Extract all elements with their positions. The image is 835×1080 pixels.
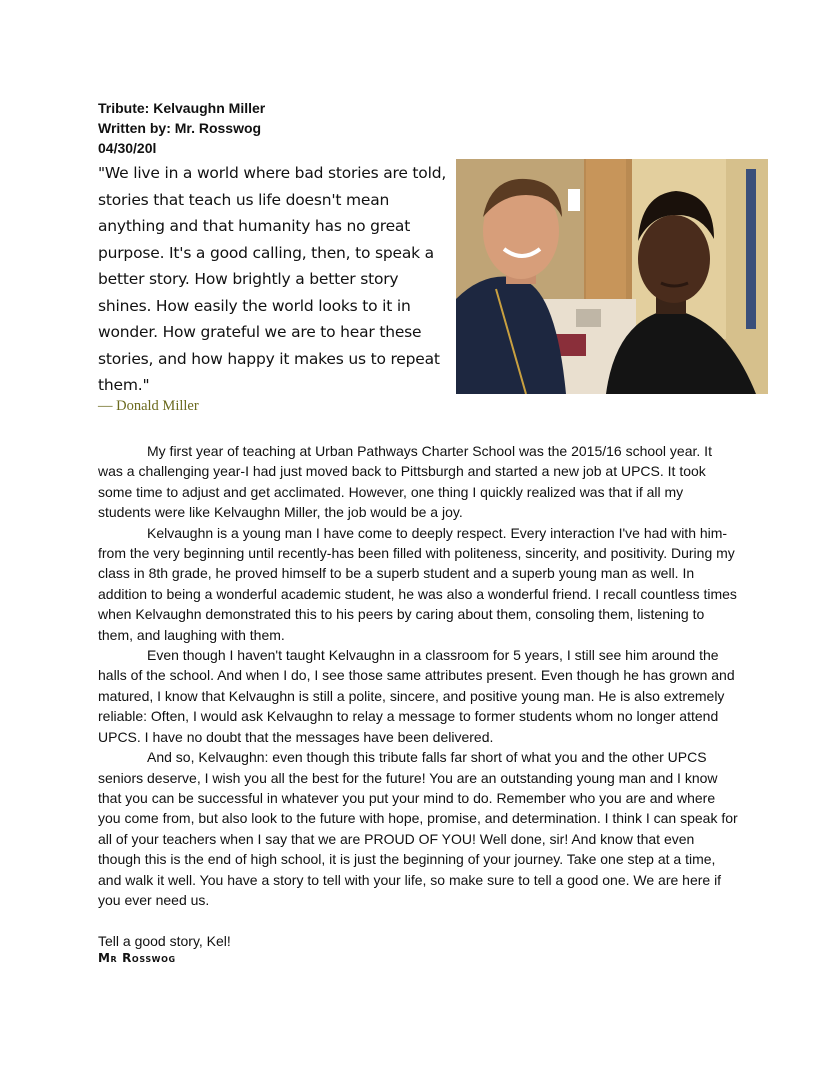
tribute-title: Tribute: Kelvaughn Miller [98, 100, 266, 116]
body-paragraph: Kelvaughn is a young man I have come to deeply respect. Every interaction I've had with him-from the very beginning until recently-has been filled with politeness, sincerity, and positivity. During my class in 8th grade, he proved himself to be a superb student and a superb young man as well. In addition to being a wonderful academic student, he was also a wonderful friend. I recall countless times when Kelvaughn demonstrated this to his peers by caring about them, consoling them, listening to them, and laughing with them. [98, 524, 737, 643]
body-paragraph: My first year of teaching at Urban Pathways Charter School was the 2015/16 school year. It was a challenging year-I had just moved back to Pittsburgh and started a new job at UPCS. It took some time to adjust and get acclimated. However, one thing I quickly realized was that if all my students were like Kelvaughn Miller, the job would be a joy. [98, 443, 712, 521]
tribute-body [98, 441, 738, 910]
body-paragraph: Even though I haven't taught Kelvaughn in a classroom for 5 years, I still see him around the halls of the school. And when I do, I see those same attributes present. Even though he has grown and matured, I know that Kelvaughn is still a polite, sincere, and positive young man. He is also extremely reliable: Often, I would ask Kelvaughn to relay a message to former students whom no longer attend UPCS. I have no doubt that the messages have been delivered. [98, 647, 735, 745]
signature: Mr Rosswog [98, 951, 176, 965]
quote-text: "We live in a world where bad stories are told, stories that teach us life doesn't mean anything and that humanity has no great purpose. It's a good calling, then, to speak a better story. How brightly a better story shines. How easily the world looks to it in wonder. How grateful we are to hear these stories, and how happy it makes us to repeat them." [98, 164, 447, 394]
document-header [98, 98, 265, 158]
body-paragraph: And so, Kelvaughn: even though this tribute falls far short of what you and the other UPCS seniors deserve, I wish you all the best for the future! You are an outstanding young man and I know that you can be successful in whatever you put your mind to do. Remember who you are and where you come from, but also look to the future with hope, promise, and determination. I think I can speak for all of your teachers when I say that we are PROUD OF YOU! Well done, sir! And know that even though this is the end of high school, it is just the beginning of your journey. Take one step at a time, and walk it well. You have a story to tell with your life, so make sure to tell a good one. We are here if you ever need us. [98, 749, 738, 908]
quote-attribution: ― Donald Miller [98, 398, 199, 414]
date-line: 04/30/20l [98, 140, 157, 156]
author-line: Written by: Mr. Rosswog [98, 120, 262, 136]
tribute-photo [456, 159, 768, 394]
closing-line: Tell a good story, Kel! [98, 933, 231, 949]
